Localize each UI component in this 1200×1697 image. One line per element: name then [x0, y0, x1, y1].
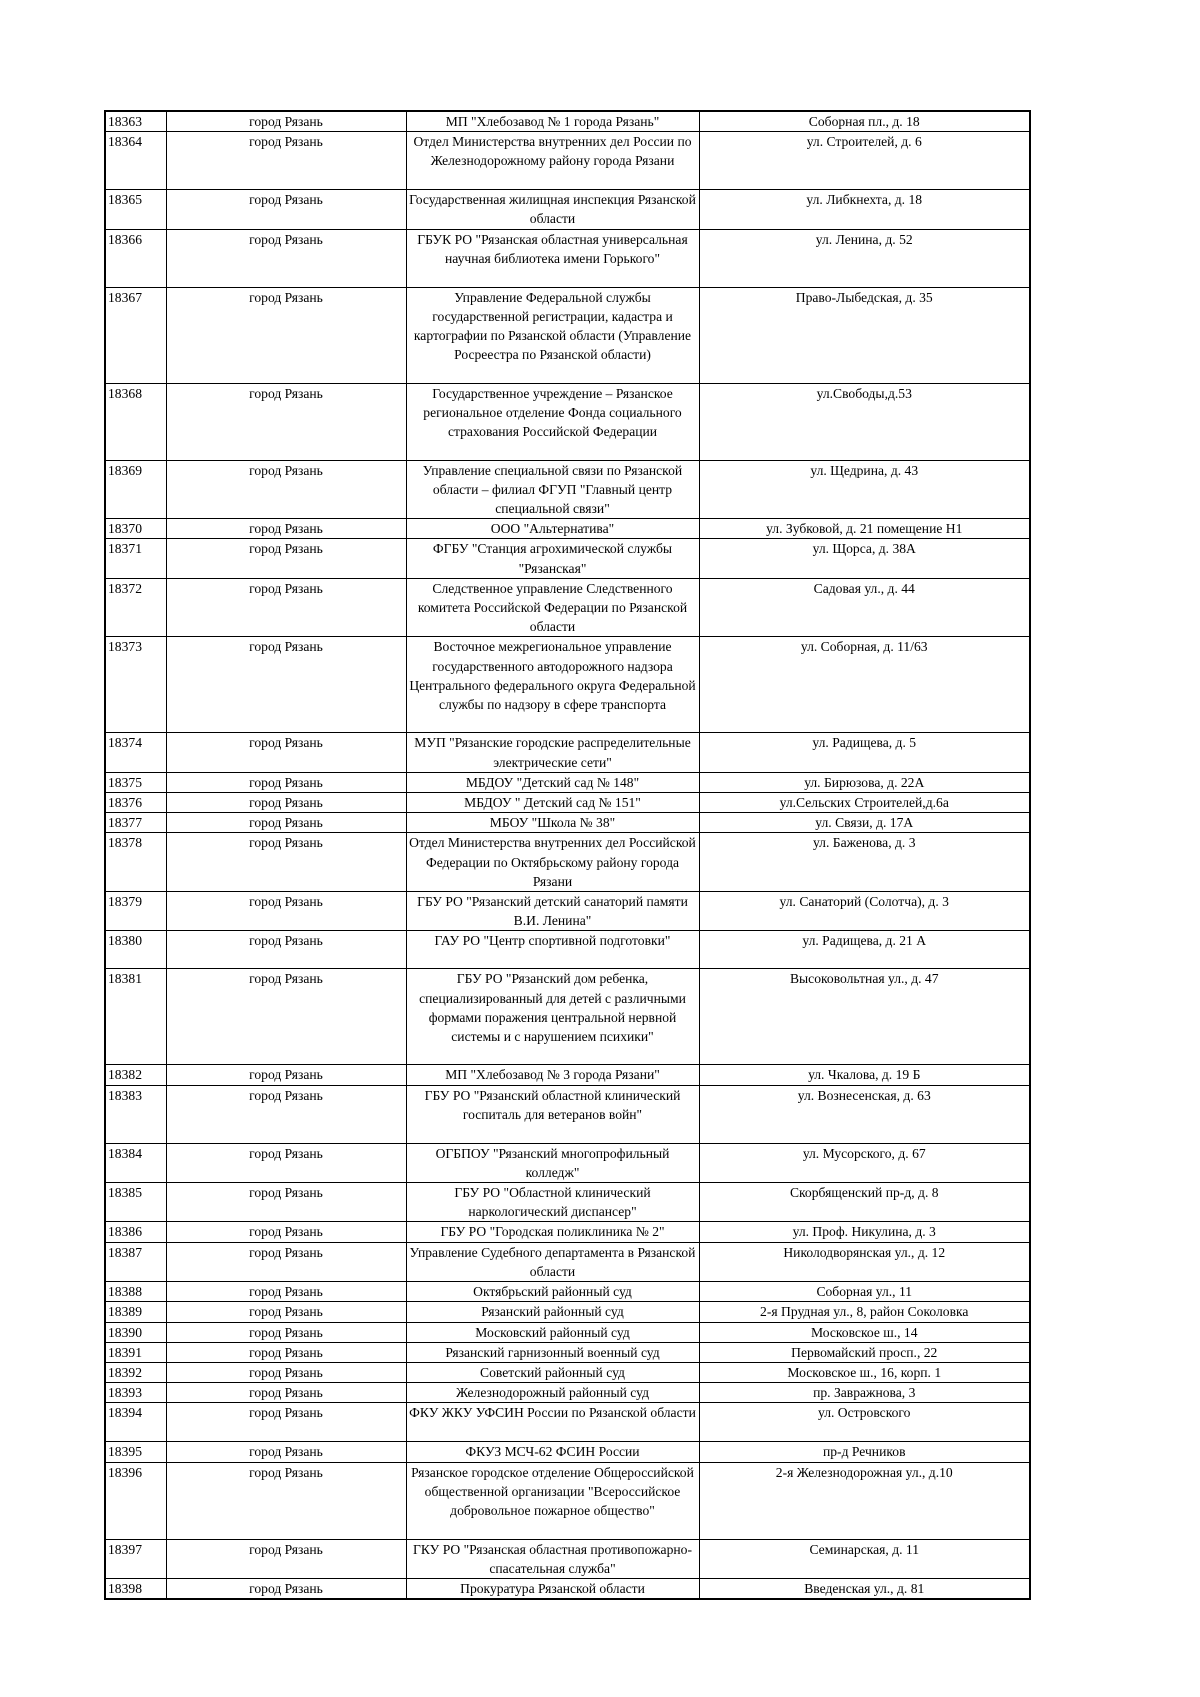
- organization-cell: ГБУ РО "Областной клинический наркологический диспансер": [406, 1183, 699, 1222]
- city-cell: город Рязань: [166, 1362, 406, 1382]
- record-number-cell: 18365: [105, 190, 166, 229]
- table-row: [105, 1362, 1030, 1382]
- table-row: [105, 892, 1030, 931]
- city-cell: город Рязань: [166, 1143, 406, 1182]
- record-number-cell: 18377: [105, 813, 166, 833]
- record-number-cell: 18391: [105, 1342, 166, 1362]
- record-number-cell: 18374: [105, 733, 166, 772]
- city-cell: город Рязань: [166, 578, 406, 637]
- city-cell: город Рязань: [166, 111, 406, 132]
- table-row: [105, 833, 1030, 892]
- table-row: [105, 229, 1030, 287]
- organization-cell: МБДОУ "Детский сад № 148": [406, 772, 699, 792]
- city-cell: город Рязань: [166, 772, 406, 792]
- table-row: [105, 539, 1030, 578]
- table-row: [105, 1222, 1030, 1242]
- record-number-cell: 18368: [105, 383, 166, 460]
- organization-cell: Следственное управление Следственного комитета Российской Федерации по Рязанской области: [406, 578, 699, 637]
- record-number-cell: 18382: [105, 1065, 166, 1085]
- city-cell: город Рязань: [166, 1282, 406, 1302]
- city-cell: город Рязань: [166, 1383, 406, 1403]
- address-cell: Первомайский просп., 22: [699, 1342, 1030, 1362]
- record-number-cell: 18397: [105, 1539, 166, 1578]
- record-number-cell: 18381: [105, 969, 166, 1065]
- organization-cell: Управление Федеральной службы государственной регистрации, кадастра и картографии по Рязанской области (Управление Росреестра по Рязанской области): [406, 287, 699, 383]
- address-cell: ул. Чкалова, д. 19 Б: [699, 1065, 1030, 1085]
- record-number-cell: 18372: [105, 578, 166, 637]
- table-row: [105, 383, 1030, 460]
- city-cell: город Рязань: [166, 1539, 406, 1578]
- city-cell: город Рязань: [166, 383, 406, 460]
- organization-cell: ГБУК РО "Рязанская областная универсальная научная библиотека имени Горького": [406, 229, 699, 287]
- record-number-cell: 18378: [105, 833, 166, 892]
- record-number-cell: 18364: [105, 132, 166, 190]
- organization-cell: ГКУ РО "Рязанская областная противопожарно-спасательная служба": [406, 1539, 699, 1578]
- table-row: [105, 190, 1030, 229]
- address-cell: Московское ш., 16, корп. 1: [699, 1362, 1030, 1382]
- address-cell: Соборная пл., д. 18: [699, 111, 1030, 132]
- record-number-cell: 18398: [105, 1578, 166, 1599]
- table-row: [105, 969, 1030, 1065]
- address-cell: ул. Бирюзова, д. 22А: [699, 772, 1030, 792]
- city-cell: город Рязань: [166, 931, 406, 969]
- record-number-cell: 18371: [105, 539, 166, 578]
- city-cell: город Рязань: [166, 1578, 406, 1599]
- record-number-cell: 18383: [105, 1085, 166, 1143]
- record-number-cell: 18369: [105, 460, 166, 519]
- table-row: [105, 1442, 1030, 1462]
- city-cell: город Рязань: [166, 793, 406, 813]
- city-cell: город Рязань: [166, 287, 406, 383]
- table-row: [105, 1242, 1030, 1281]
- city-cell: город Рязань: [166, 519, 406, 539]
- record-number-cell: 18367: [105, 287, 166, 383]
- city-cell: город Рязань: [166, 1322, 406, 1342]
- organization-cell: ГБУ РО "Рязанский областной клинический госпиталь для ветеранов войн": [406, 1085, 699, 1143]
- organization-cell: Отдел Министерства внутренних дел Российской Федерации по Октябрьскому району города Рязани: [406, 833, 699, 892]
- city-cell: город Рязань: [166, 1222, 406, 1242]
- organization-cell: Восточное межрегиональное управление государственного автодорожного надзора Центрального федерального округа Федеральной службы по надзору в сфере транспорта: [406, 637, 699, 733]
- address-cell: 2-я Железнодорожная ул., д.10: [699, 1462, 1030, 1539]
- organization-cell: МП "Хлебозавод № 1 города Рязань": [406, 111, 699, 132]
- table-row: [105, 772, 1030, 792]
- address-cell: Введенская ул., д. 81: [699, 1578, 1030, 1599]
- address-cell: ул. Баженова, д. 3: [699, 833, 1030, 892]
- table-row: [105, 1282, 1030, 1302]
- record-number-cell: 18389: [105, 1302, 166, 1322]
- organization-cell: ООО "Альтернатива": [406, 519, 699, 539]
- organization-cell: МБДОУ " Детский сад № 151": [406, 793, 699, 813]
- city-cell: город Рязань: [166, 1342, 406, 1362]
- address-cell: ул. Связи, д. 17А: [699, 813, 1030, 833]
- table-row: [105, 287, 1030, 383]
- table-row: [105, 132, 1030, 190]
- address-cell: ул. Радищева, д. 5: [699, 733, 1030, 772]
- city-cell: город Рязань: [166, 1183, 406, 1222]
- table-row: [105, 1383, 1030, 1403]
- table-row: [105, 1403, 1030, 1442]
- address-cell: Скорбященский пр-д, д. 8: [699, 1183, 1030, 1222]
- address-cell: ул. Щедрина, д. 43: [699, 460, 1030, 519]
- city-cell: город Рязань: [166, 1085, 406, 1143]
- table-row: [105, 1085, 1030, 1143]
- city-cell: город Рязань: [166, 190, 406, 229]
- organization-cell: ГБУ РО "Городская поликлиника № 2": [406, 1222, 699, 1242]
- address-cell: пр-д Речников: [699, 1442, 1030, 1462]
- address-cell: Семинарская, д. 11: [699, 1539, 1030, 1578]
- organization-cell: Рязанский гарнизонный военный суд: [406, 1342, 699, 1362]
- address-cell: ул.Свободы,д.53: [699, 383, 1030, 460]
- table-row: [105, 1065, 1030, 1085]
- record-number-cell: 18392: [105, 1362, 166, 1382]
- table-row: [105, 1342, 1030, 1362]
- city-cell: город Рязань: [166, 1065, 406, 1085]
- address-cell: ул. Радищева, д. 21 А: [699, 931, 1030, 969]
- table-row: [105, 1143, 1030, 1182]
- organization-cell: Рязанский районный суд: [406, 1302, 699, 1322]
- organization-cell: Государственное учреждение – Рязанское региональное отделение Фонда социального страхования Российской Федерации: [406, 383, 699, 460]
- address-cell: ул. Зубковой, д. 21 помещение Н1: [699, 519, 1030, 539]
- record-number-cell: 18396: [105, 1462, 166, 1539]
- address-cell: ул. Санаторий (Солотча), д. 3: [699, 892, 1030, 931]
- record-number-cell: 18384: [105, 1143, 166, 1182]
- organization-cell: Прокуратура Рязанской области: [406, 1578, 699, 1599]
- city-cell: город Рязань: [166, 1462, 406, 1539]
- record-number-cell: 18370: [105, 519, 166, 539]
- address-cell: ул. Щорса, д. 38А: [699, 539, 1030, 578]
- table-row: [105, 733, 1030, 772]
- city-cell: город Рязань: [166, 1242, 406, 1281]
- city-cell: город Рязань: [166, 460, 406, 519]
- city-cell: город Рязань: [166, 539, 406, 578]
- address-cell: Право-Лыбедская, д. 35: [699, 287, 1030, 383]
- address-cell: ул. Мусорского, д. 67: [699, 1143, 1030, 1182]
- record-number-cell: 18390: [105, 1322, 166, 1342]
- city-cell: город Рязань: [166, 969, 406, 1065]
- table-row: [105, 637, 1030, 733]
- city-cell: город Рязань: [166, 833, 406, 892]
- address-cell: ул. Ленина, д. 52: [699, 229, 1030, 287]
- organization-cell: Государственная жилищная инспекция Рязанской области: [406, 190, 699, 229]
- address-cell: Высоковольтная ул., д. 47: [699, 969, 1030, 1065]
- table-row: [105, 1462, 1030, 1539]
- table-row: [105, 1302, 1030, 1322]
- record-number-cell: 18363: [105, 111, 166, 132]
- record-number-cell: 18379: [105, 892, 166, 931]
- city-cell: город Рязань: [166, 813, 406, 833]
- organization-cell: Управление Судебного департамента в Рязанской области: [406, 1242, 699, 1281]
- organization-cell: Советский районный суд: [406, 1362, 699, 1382]
- address-cell: Николодворянская ул., д. 12: [699, 1242, 1030, 1281]
- table-row: [105, 519, 1030, 539]
- registry-table: [104, 110, 1031, 1600]
- record-number-cell: 18385: [105, 1183, 166, 1222]
- organization-cell: Железнодорожный районный суд: [406, 1383, 699, 1403]
- organization-cell: Управление специальной связи по Рязанской области – филиал ФГУП "Главный центр специальной связи": [406, 460, 699, 519]
- organization-cell: Октябрьский районный суд: [406, 1282, 699, 1302]
- city-cell: город Рязань: [166, 733, 406, 772]
- organization-cell: МБОУ "Школа № 38": [406, 813, 699, 833]
- organization-cell: ОГБПОУ "Рязанский многопрофильный колледж": [406, 1143, 699, 1182]
- city-cell: город Рязань: [166, 229, 406, 287]
- address-cell: пр. Завражнова, 3: [699, 1383, 1030, 1403]
- city-cell: город Рязань: [166, 132, 406, 190]
- table-row: [105, 111, 1030, 132]
- table-row: [105, 1322, 1030, 1342]
- organization-cell: Отдел Министерства внутренних дел России по Железнодорожному району города Рязани: [406, 132, 699, 190]
- city-cell: город Рязань: [166, 892, 406, 931]
- address-cell: ул. Проф. Никулина, д. 3: [699, 1222, 1030, 1242]
- organization-cell: ФКУ ЖКУ УФСИН России по Рязанской области: [406, 1403, 699, 1442]
- record-number-cell: 18376: [105, 793, 166, 813]
- address-cell: ул. Либкнехта, д. 18: [699, 190, 1030, 229]
- organization-cell: ФКУЗ МСЧ-62 ФСИН России: [406, 1442, 699, 1462]
- city-cell: город Рязань: [166, 1403, 406, 1442]
- organization-cell: ФГБУ "Станция агрохимической службы "Рязанская": [406, 539, 699, 578]
- organization-cell: Рязанское городское отделение Общероссийской общественной организации "Всероссийское добровольное пожарное общество": [406, 1462, 699, 1539]
- table-row: [105, 793, 1030, 813]
- address-cell: Московское ш., 14: [699, 1322, 1030, 1342]
- registry-table-body: [105, 111, 1030, 1599]
- organization-cell: ГБУ РО "Рязанский дом ребенка, специализированный для детей с различными формами поражения центральной нервной системы и с нарушением психики": [406, 969, 699, 1065]
- record-number-cell: 18387: [105, 1242, 166, 1281]
- address-cell: ул.Сельских Строителей,д.6а: [699, 793, 1030, 813]
- record-number-cell: 18393: [105, 1383, 166, 1403]
- address-cell: ул. Островского: [699, 1403, 1030, 1442]
- record-number-cell: 18380: [105, 931, 166, 969]
- table-row: [105, 931, 1030, 969]
- address-cell: ул. Строителей, д. 6: [699, 132, 1030, 190]
- table-row: [105, 1578, 1030, 1599]
- address-cell: Садовая ул., д. 44: [699, 578, 1030, 637]
- organization-cell: МП "Хлебозавод № 3 города Рязани": [406, 1065, 699, 1085]
- table-row: [105, 578, 1030, 637]
- record-number-cell: 18373: [105, 637, 166, 733]
- record-number-cell: 18388: [105, 1282, 166, 1302]
- record-number-cell: 18366: [105, 229, 166, 287]
- city-cell: город Рязань: [166, 637, 406, 733]
- table-row: [105, 460, 1030, 519]
- address-cell: ул. Вознесенская, д. 63: [699, 1085, 1030, 1143]
- table-row: [105, 1539, 1030, 1578]
- record-number-cell: 18375: [105, 772, 166, 792]
- address-cell: 2-я Прудная ул., 8, район Соколовка: [699, 1302, 1030, 1322]
- city-cell: город Рязань: [166, 1442, 406, 1462]
- table-row: [105, 1183, 1030, 1222]
- record-number-cell: 18395: [105, 1442, 166, 1462]
- organization-cell: ГАУ РО "Центр спортивной подготовки": [406, 931, 699, 969]
- table-row: [105, 813, 1030, 833]
- city-cell: город Рязань: [166, 1302, 406, 1322]
- record-number-cell: 18394: [105, 1403, 166, 1442]
- organization-cell: Московский районный суд: [406, 1322, 699, 1342]
- address-cell: Соборная ул., 11: [699, 1282, 1030, 1302]
- address-cell: ул. Соборная, д. 11/63: [699, 637, 1030, 733]
- organization-cell: МУП "Рязанские городские распределительные электрические сети": [406, 733, 699, 772]
- record-number-cell: 18386: [105, 1222, 166, 1242]
- organization-cell: ГБУ РО "Рязанский детский санаторий памяти В.И. Ленина": [406, 892, 699, 931]
